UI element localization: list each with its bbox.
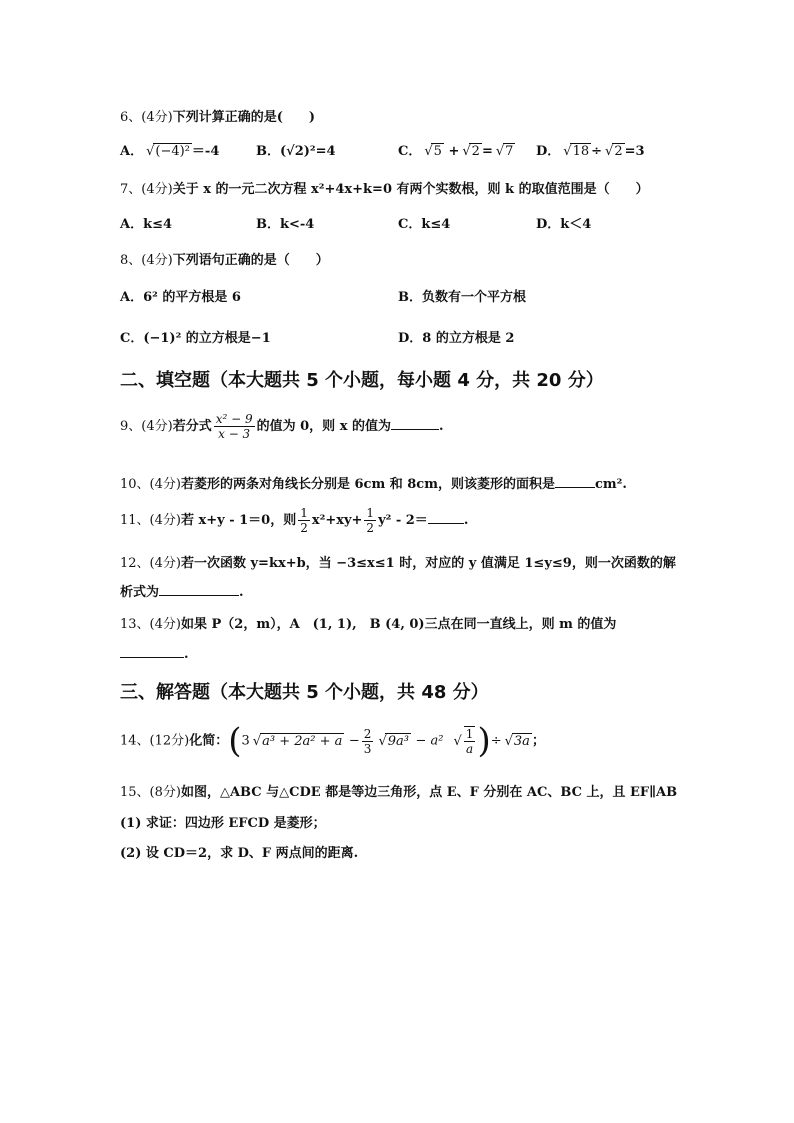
question-6-text: 下列计算正确的是( ) [172,110,315,125]
q7-option-c: C．k≤4 [398,217,451,232]
q7-option-d: D．k＜4 [536,217,592,232]
question-6-number: 6、(4分) [120,110,173,125]
fraction-half: $\frac{1}{2}$ [300,506,308,535]
question-12-line-2: 析式为 . [120,585,244,600]
q6-option-d: D．√ 18 ÷√ 2 =3 [536,140,645,159]
question-15-part-1: (1) 求证：四边形 EFCD 是菱形； [120,816,326,831]
q6-option-c: C．√ 5 +√ 2 =√ 7 [398,140,515,159]
question-11: 11、(4分)若 x+y - 1＝0，则 $\frac{1}{2}$ x²+xy+ $\frac{1}{2}$ y² - 2＝ . [120,506,469,535]
answer-blank[interactable] [428,511,464,524]
section-2-heading: 二、填空题（本大题共 5 个小题，每小题 4 分，共 20 分） [120,370,604,391]
q8-option-b: B．负数有一个平方根 [398,290,526,305]
section-3-heading: 三、解答题（本大题共 5 个小题，共 48 分） [120,682,489,703]
question-10: 10、(4分)若菱形的两条对角线长分别是 6cm 和 8cm，则该菱形的面积是 cm². [120,477,627,492]
question-8: 8、(4分)下列语句正确的是（ ） [120,253,329,268]
question-14: 14、(12分)化简：(3√ a³ + 2a² + a − $\frac{2}{3}$ √ 9a³ − a² √ $\frac{1}{a}$ )÷√ 3a ； [120,724,545,758]
question-7: 7、(4分)关于 x 的一元二次方程 x²+4x+k=0 有两个实数根，则 k 的取值范围是（ ） [120,182,649,197]
question-13-line-2: . [120,645,189,662]
q6-option-b: B．(√2)²=4 [256,144,336,159]
fraction-half: $\frac{1}{2}$ [366,506,375,535]
answer-blank[interactable] [159,583,239,596]
question-15-part-2: (2) 设 CD＝2，求 D、F 两点间的距离. [120,846,359,861]
q8-option-c: C．(−1)² 的立方根是−1 [120,331,271,346]
question-6 [120,106,315,125]
question-8-text: 下列语句正确的是（ ） [172,253,329,268]
question-15: 15、(8分)如图，△ABC 与△CDE 都是等边三角形，点 E、F 分别在 AC、BC 上，且 EF∥AB [120,785,678,800]
fraction: $\frac{\text{x² − 9}}{x - 3}$ [215,412,253,441]
q7-option-b: B．k<-4 [256,217,315,232]
question-12: 12、(4分)若一次函数 y=kx+b，当 −3≤x≤1 时，对应的 y 值满足 1≤y≤9，则一次函数的解 [120,556,676,571]
q6-option-a: A．√ (−4)² ＝-4 [120,140,219,159]
answer-blank[interactable] [391,417,439,430]
q7-option-a: A．k≤4 [120,217,173,232]
question-7-text: 关于 x 的一元二次方程 x²+4x+k=0 有两个实数根，则 k 的取值范围是（ ） [172,182,649,197]
answer-blank[interactable] [555,475,595,488]
question-13: 13、(4分)如果 P（2，m），A (1, 1), B (4, 0)三点在同一直线上，则 m 的值为 [120,617,617,632]
q8-option-d: D．8 的立方根是 2 [398,331,515,346]
sqrt-a: √ (−4)² [153,143,192,159]
answer-blank[interactable] [120,645,184,658]
question-9: 9、(4分)若分式 $\frac{\text{x² − 9}}{x - 3}$ 的值为 0，则 x 的值为 . [120,412,444,441]
q8-option-a: A．6² 的平方根是 6 [120,290,241,305]
